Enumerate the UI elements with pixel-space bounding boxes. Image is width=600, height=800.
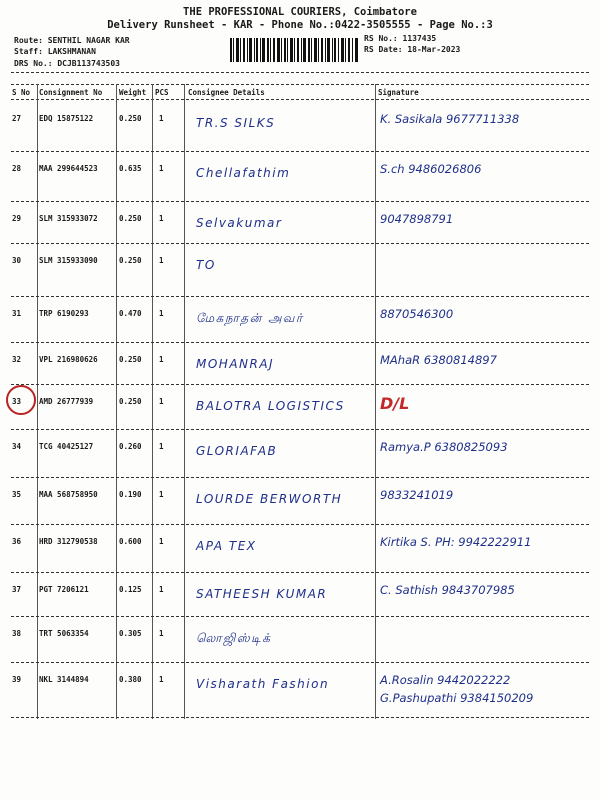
row-pcs: 1 (159, 164, 164, 173)
row-signature: 9047898791 (380, 212, 454, 226)
column-header-divider (11, 99, 589, 100)
col-consignee: Consignee Details (188, 88, 265, 97)
table-row (0, 385, 600, 430)
table-row (0, 478, 600, 525)
row-sno: 27 (12, 114, 22, 123)
row-signature: 9833241019 (380, 488, 454, 502)
row-weight: 0.190 (119, 490, 142, 499)
row-signature: S.ch 9486026806 (380, 162, 482, 176)
row-sno: 39 (12, 675, 22, 684)
row-pcs: 1 (159, 537, 164, 546)
row-consignment-no: VPL 216980626 (39, 355, 98, 364)
row-pcs: 1 (159, 442, 164, 451)
row-pcs: 1 (159, 629, 164, 638)
row-consignee: மேகநாதன் அவர் (196, 311, 304, 325)
table-row (0, 102, 600, 152)
row-pcs: 1 (159, 309, 164, 318)
row-weight: 0.380 (119, 675, 142, 684)
row-consignee: BALOTRA LOGISTICS (196, 399, 345, 413)
row-sno: 32 (12, 355, 22, 364)
row-consignee: Selvakumar (196, 216, 283, 230)
row-pcs: 1 (159, 214, 164, 223)
row-signature: Ramya.P 6380825093 (380, 440, 508, 454)
header-divider (11, 72, 589, 73)
row-consignment-no: PGT 7206121 (39, 585, 89, 594)
row-signature: C. Sathish 9843707985 (380, 583, 515, 597)
row-consignment-no: TCG 40425127 (39, 442, 94, 451)
row-sno: 35 (12, 490, 22, 499)
row-sno: 34 (12, 442, 22, 451)
row-consignee: SATHEESH KUMAR (196, 587, 328, 601)
rs-number: RS No.: 1137435 (364, 34, 437, 43)
row-consignee: LOURDE BERWORTH (196, 492, 343, 506)
row-weight: 0.125 (119, 585, 142, 594)
red-circle-mark (6, 385, 36, 415)
row-consignee: TO (196, 258, 216, 272)
col-pcs: PCS (155, 88, 169, 97)
table-row (0, 617, 600, 663)
table-row (0, 152, 600, 202)
drs-label: DRS No.: DCJB113743503 (14, 59, 120, 68)
row-consignee: APA TEX (196, 539, 257, 553)
row-pcs: 1 (159, 355, 164, 364)
row-signature: MAhaR 6380814897 (380, 353, 497, 367)
row-consignment-no: AMD 26777939 (39, 397, 94, 406)
row-sno: 38 (12, 629, 22, 638)
row-pcs: 1 (159, 585, 164, 594)
row-pcs: 1 (159, 675, 164, 684)
runsheet-subtitle: Delivery Runsheet - KAR - Phone No.:0422-3505555 - Page No.:3 (107, 19, 493, 31)
row-consignee: Chellafathim (196, 166, 291, 180)
column-header-top-divider (11, 84, 589, 85)
table-row (0, 573, 600, 617)
row-weight: 0.250 (119, 256, 142, 265)
row-weight: 0.250 (119, 114, 142, 123)
rs-date: RS Date: 18-Mar-2023 (364, 45, 461, 54)
row-sno: 37 (12, 585, 22, 594)
row-sno: 33 (12, 397, 22, 406)
row-pcs: 1 (159, 397, 164, 406)
table-row (0, 297, 600, 343)
table-row (0, 244, 600, 297)
row-consignment-no: EDQ 15875122 (39, 114, 94, 123)
row-sno: 28 (12, 164, 22, 173)
row-consignment-no: TRP 6190293 (39, 309, 89, 318)
row-consignee: TR.S SILKS (196, 116, 276, 130)
row-consignment-no: TRT 5063354 (39, 629, 89, 638)
row-weight: 0.470 (119, 309, 142, 318)
col-signature: Signature (378, 88, 419, 97)
row-consignment-no: HRD 312790538 (39, 537, 98, 546)
row-sno: 36 (12, 537, 22, 546)
row-consignee: GLORIAFAB (196, 444, 278, 458)
row-consignment-no: SLM 315933090 (39, 256, 98, 265)
col-sno: S No (12, 88, 31, 97)
row-sno: 29 (12, 214, 22, 223)
row-consignee: MOHANRAJ (196, 357, 275, 371)
route-label: Route: SENTHIL NAGAR KAR (14, 36, 130, 45)
row-pcs: 1 (159, 490, 164, 499)
barcode-image (230, 38, 358, 62)
row-divider (11, 717, 589, 718)
row-consignment-no: MAA 568758950 (39, 490, 98, 499)
row-signature: K. Sasikala 9677711338 (380, 112, 520, 126)
row-consignment-no: MAA 299644523 (39, 164, 98, 173)
runsheet-title: THE PROFESSIONAL COURIERS, Coimbatore (183, 6, 417, 18)
row-sno: 31 (12, 309, 22, 318)
row-sno: 30 (12, 256, 22, 265)
row-weight: 0.250 (119, 397, 142, 406)
col-consignment: Consignment No (39, 88, 103, 97)
row-consignee: Visharath Fashion (196, 677, 330, 691)
row-pcs: 1 (159, 256, 164, 265)
row-signature: Kirtika S. PH: 9942222911 (380, 535, 532, 549)
row-weight: 0.635 (119, 164, 142, 173)
row-weight: 0.250 (119, 355, 142, 364)
table-row (0, 663, 600, 718)
table-row (0, 202, 600, 244)
row-consignment-no: SLM 315933072 (39, 214, 98, 223)
row-weight: 0.305 (119, 629, 142, 638)
table-row (0, 430, 600, 478)
row-consignment-no: NKL 3144894 (39, 675, 89, 684)
row-signature: D/L (380, 394, 410, 413)
row-signature: 8870546300 (380, 307, 454, 321)
staff-label: Staff: LAKSHMANAN (14, 47, 96, 56)
row-weight: 0.260 (119, 442, 142, 451)
row-pcs: 1 (159, 114, 164, 123)
table-row (0, 525, 600, 573)
col-weight: Weight (119, 88, 147, 97)
row-weight: 0.600 (119, 537, 142, 546)
row-signature: A.Rosalin 9442022222 G.Pashupathi 9384150209 (380, 673, 534, 705)
row-weight: 0.250 (119, 214, 142, 223)
row-consignee: லொஜிஸ்டிக் (196, 631, 272, 645)
table-row (0, 343, 600, 385)
